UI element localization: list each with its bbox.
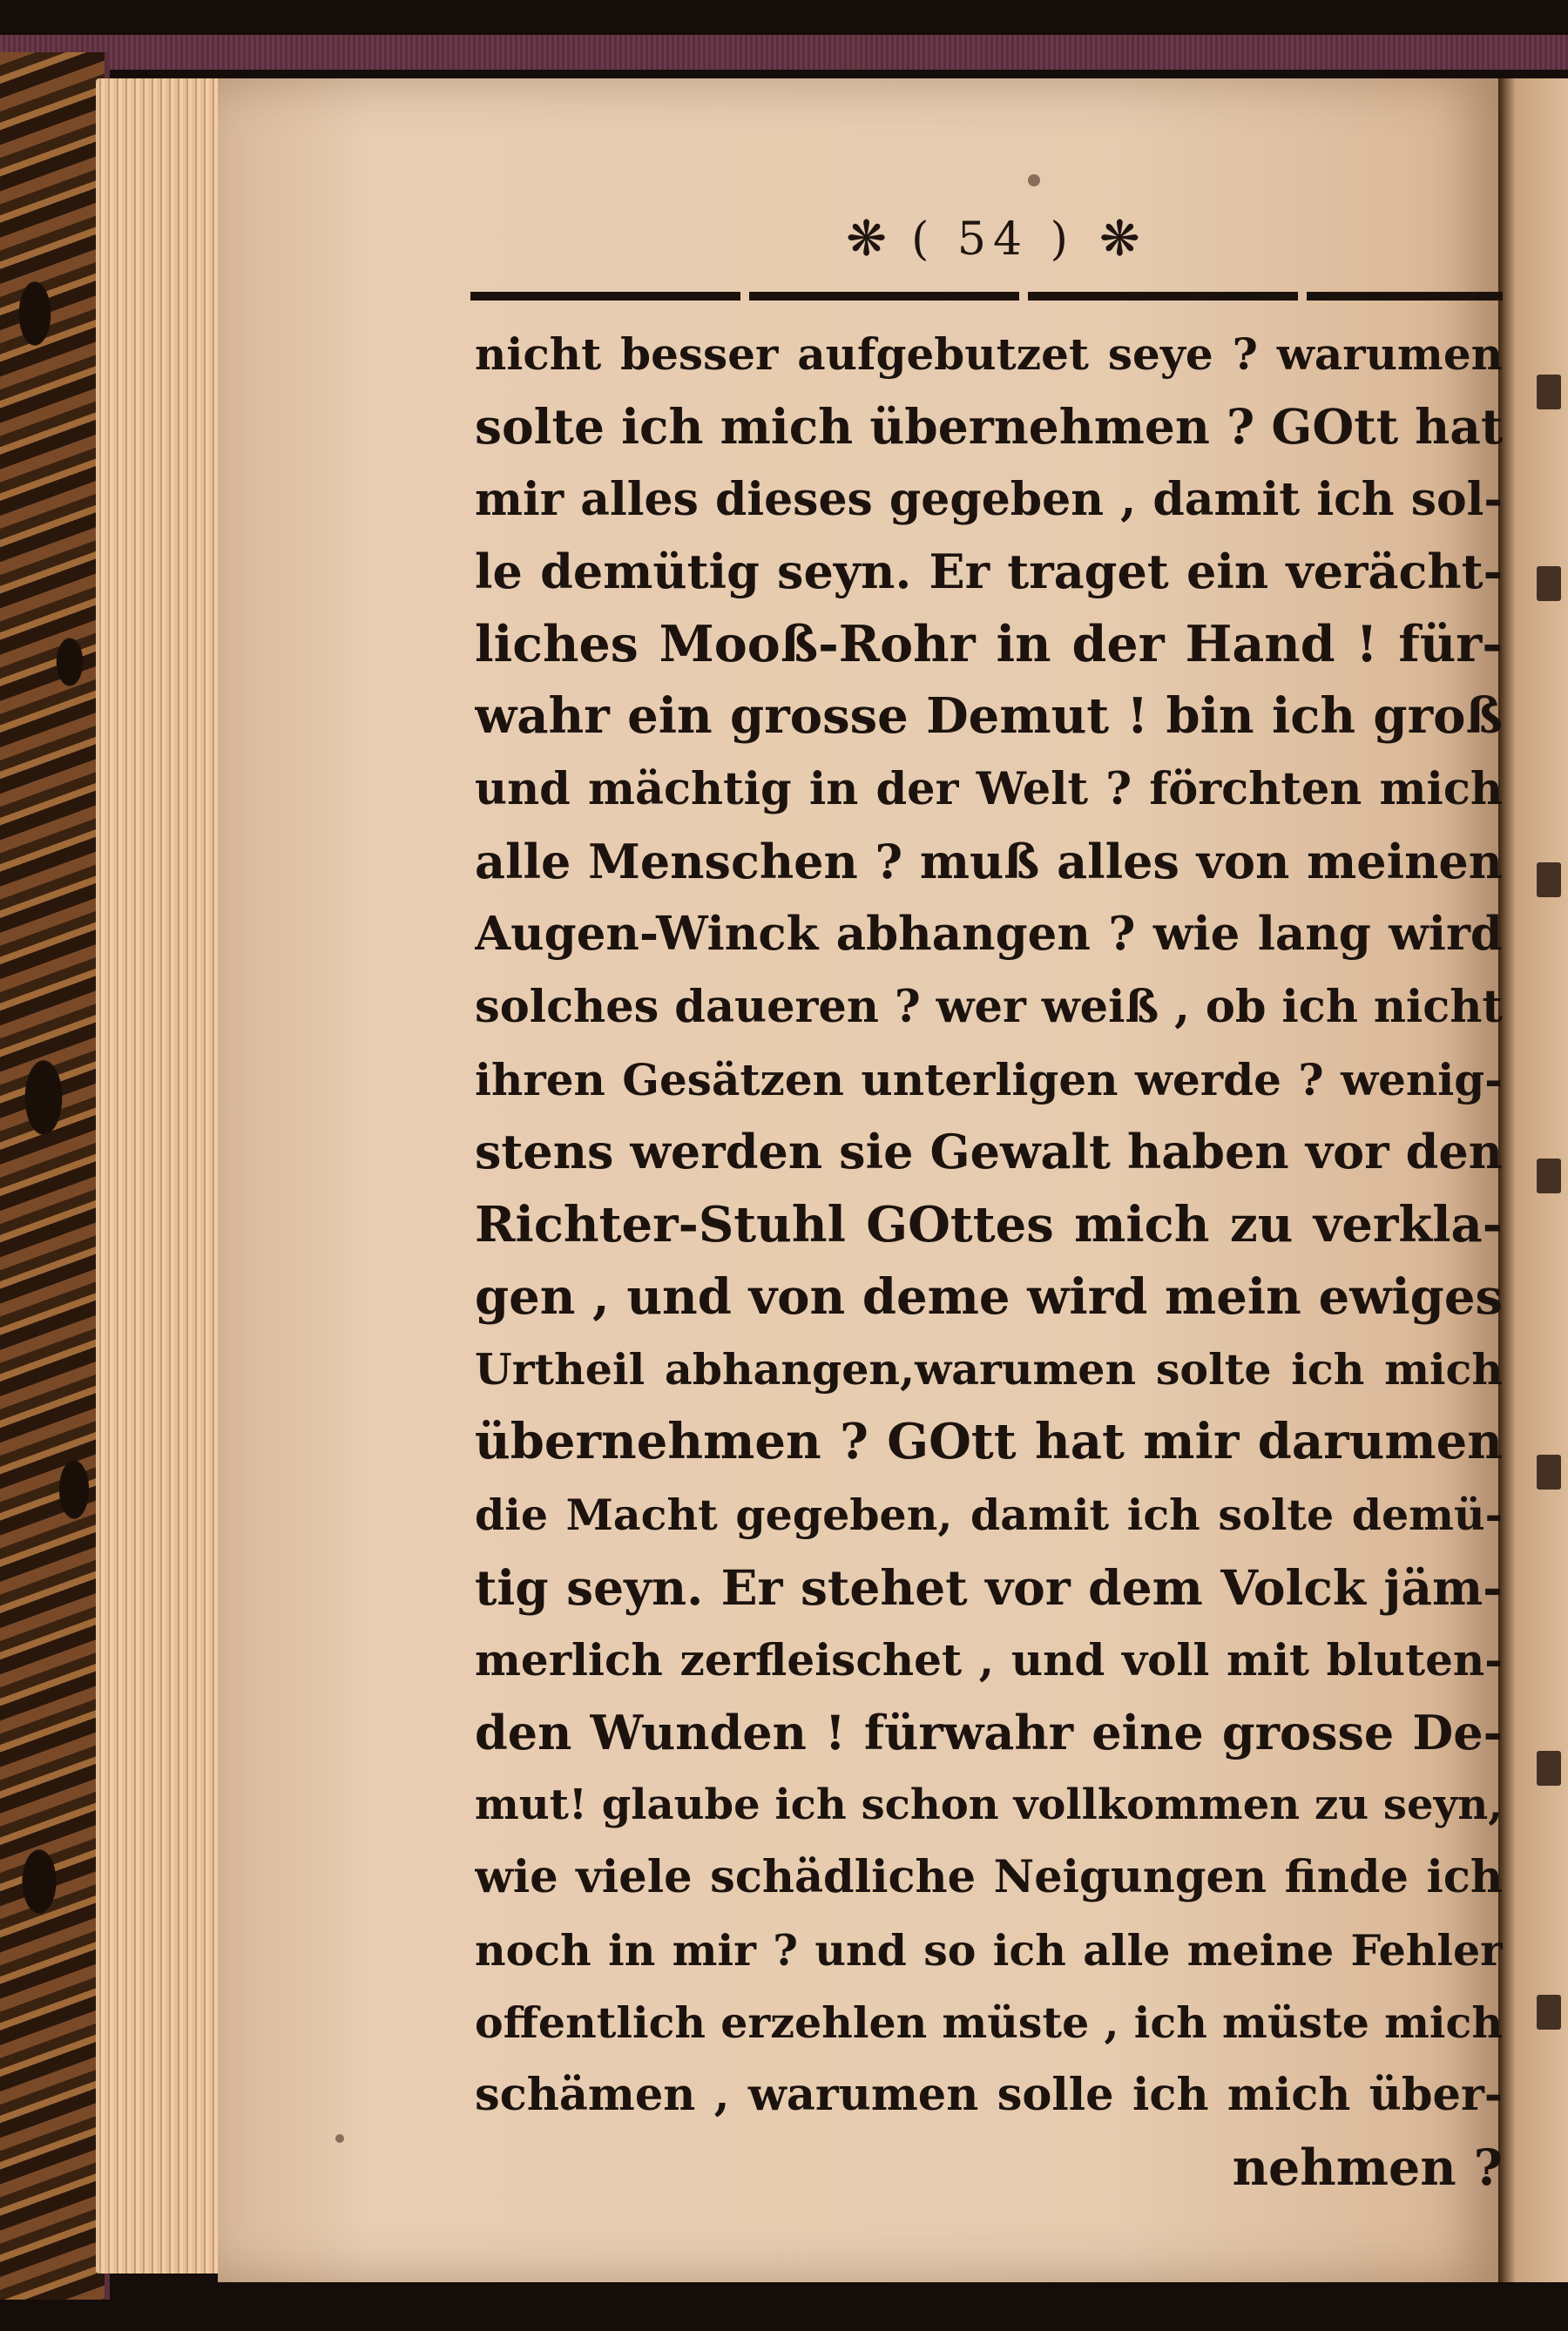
marbled-cover-board bbox=[0, 52, 110, 2300]
text-line: nicht besser aufgebutzet seye ? warumen bbox=[475, 328, 1503, 380]
text-line: alle Menschen ? muß alles von meinen bbox=[475, 834, 1503, 890]
text-line: gen , und von deme wird mein ewiges bbox=[475, 1267, 1503, 1326]
page-body-text bbox=[475, 318, 1503, 2205]
text-line: le demütig seyn. Er traget ein verächt- bbox=[475, 543, 1503, 599]
text-line: Augen-Winck abhangen ? wie lang wird bbox=[475, 907, 1503, 962]
facing-page-edge bbox=[1498, 78, 1568, 2282]
text-line: übernehmen ? GOtt hat mir darumen bbox=[475, 1413, 1503, 1471]
text-line: noch in mir ? und so ich alle meine Fehler bbox=[475, 1924, 1503, 1976]
page-number: ( 54 ) bbox=[911, 213, 1075, 266]
text-line: ihren Gesätzen unterligen werde ? wenig- bbox=[475, 1053, 1503, 1105]
text-line: wie viele schädliche Neigungen finde ich bbox=[475, 1851, 1503, 1904]
text-line: merlich zerfleischet , und voll mit bluten- bbox=[475, 1634, 1503, 1686]
ink-spot bbox=[1028, 174, 1040, 186]
text-line: offentlich erzehlen müste , ich müste mich bbox=[475, 1997, 1503, 2048]
facing-page-glyph bbox=[1537, 862, 1561, 897]
page-header bbox=[749, 205, 1237, 274]
text-line: wahr ein grosse Demut ! bin ich groß bbox=[475, 687, 1503, 746]
facing-page-glyph bbox=[1537, 1455, 1561, 1490]
cover-fabric-edge bbox=[0, 35, 1568, 70]
text-line: die Macht gegeben, damit ich solte demü- bbox=[475, 1489, 1503, 1540]
facing-page-glyph bbox=[1537, 1751, 1561, 1786]
text-line: mir alles dieses gegeben , damit ich sol- bbox=[475, 472, 1503, 526]
ink-spot bbox=[335, 2134, 344, 2143]
header-rule bbox=[470, 292, 1503, 301]
text-line: solte ich mich übernehmen ? GOtt hat bbox=[475, 398, 1503, 456]
text-line: liches Mooß-Rohr in der Hand ! für- bbox=[475, 615, 1503, 674]
text-line: Urtheil abhangen,warumen solte ich mich bbox=[475, 1344, 1503, 1395]
text-line: den Wunden ! fürwahr eine grosse De- bbox=[475, 1704, 1503, 1760]
text-line: mut! glaube ich schon vollkommen zu seyn, bbox=[475, 1780, 1503, 1829]
text-line: Richter-Stuhl GOttes mich zu verkla- bbox=[475, 1195, 1503, 1253]
text-line: nehmen ? bbox=[1232, 2138, 1503, 2198]
facing-page-glyph bbox=[1537, 566, 1561, 601]
facing-page-glyph bbox=[1537, 1159, 1561, 1193]
text-line: und mächtig in der Welt ? förchten mich bbox=[475, 762, 1503, 815]
text-line: solches daueren ? wer weiß , ob ich nicht bbox=[475, 980, 1503, 1033]
facing-page-glyph bbox=[1537, 375, 1561, 409]
facing-page-glyph bbox=[1537, 1995, 1561, 2030]
text-line: stens werden sie Gewalt haben vor den bbox=[475, 1124, 1503, 1180]
text-line: schämen , warumen solle ich mich über- bbox=[475, 2069, 1503, 2122]
ornament-right-icon: ❋ bbox=[1098, 211, 1140, 267]
ornament-left-icon: ❋ bbox=[846, 211, 888, 267]
text-line: tig seyn. Er stehet vor dem Volck jäm- bbox=[475, 1559, 1503, 1617]
